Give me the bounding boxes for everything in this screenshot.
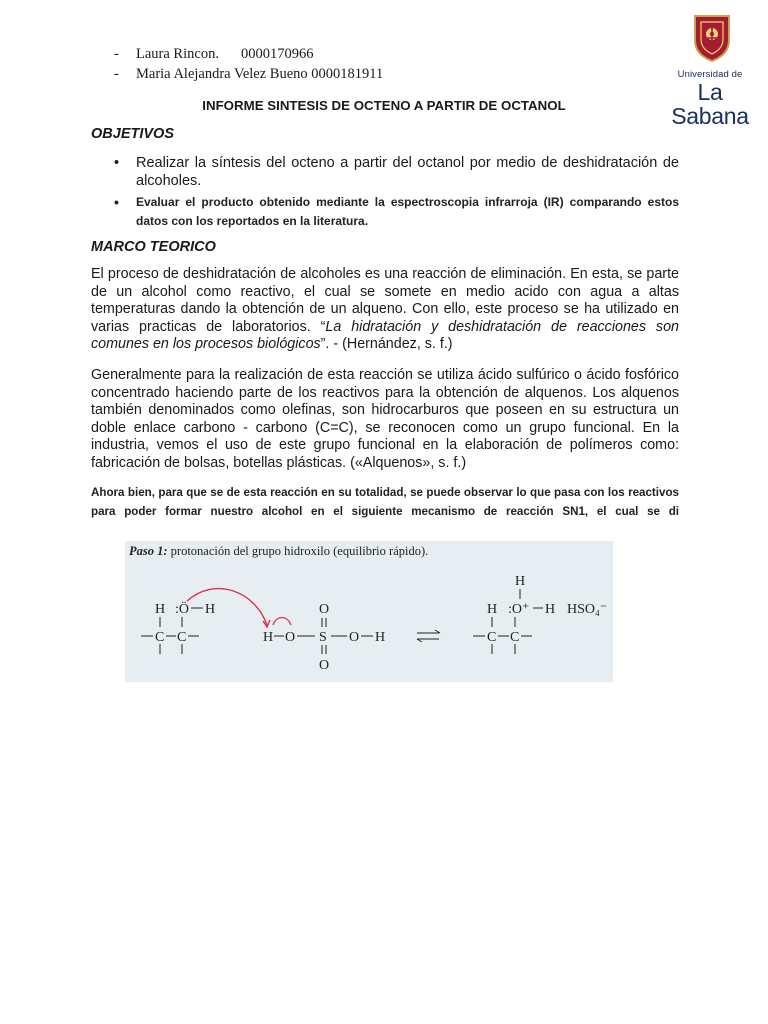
protonated-alcohol-structure bbox=[473, 574, 555, 654]
citation-text: ”. - (Hernández, s. f.) bbox=[320, 336, 453, 353]
bullet-icon: • bbox=[114, 194, 119, 210]
paragraph bbox=[91, 266, 679, 354]
atom-label: H bbox=[487, 602, 498, 617]
quote-text: La hidratación y deshidratación de reacciones son comunes en los procesos biológicos bbox=[91, 318, 679, 353]
list-dash: - bbox=[114, 46, 119, 62]
alcohol-structure bbox=[141, 600, 215, 654]
document-title: INFORME SINTESIS DE OCTENO A PARTIR DE OCTANOL bbox=[202, 98, 566, 113]
author-id: 0000170966 bbox=[240, 46, 314, 62]
atom-label: C bbox=[487, 630, 497, 645]
sulfuric-acid-structure bbox=[263, 602, 385, 673]
objetivo-text: Evaluar el producto obtenido mediante la espectroscopia infrarroja (IR) comparando estos datos con los reportados en la literatura. bbox=[136, 195, 679, 228]
atom-label: C bbox=[510, 630, 520, 645]
section-heading-objetivos: OBJETIVOS bbox=[91, 126, 174, 142]
section-heading-marco-teorico: MARCO TEORICO bbox=[91, 239, 216, 255]
bisulfate-label: HSO₄⁻ bbox=[567, 602, 608, 617]
atom-label: :O⁺ bbox=[508, 602, 530, 617]
atom-label: H bbox=[545, 602, 556, 617]
author-name: Maria Alejandra Velez Bueno bbox=[136, 66, 308, 82]
paragraph: Generalmente para la realización de esta reacción se utiliza ácido sulfúrico o ácido fosfórico concentrado haciendo parte de los reactivos para la obtención de alquenos. Los alquenos también denominados como olefinas, son hidrocarburos que poseen en su estructura un doble enlace carbono - carbono (C=C), se reconocen como un grupo funcional. En la industria, vemos el uso de este grupo funcional en la elaboración de polímeros como: fabricación de bolsas, botellas plásticas. («Alquenos», s. f.) bbox=[91, 367, 679, 471]
atom-label: S bbox=[319, 630, 327, 645]
atom-label: O bbox=[349, 630, 360, 645]
paragraph-line: para poder formar nuestro alcohol en el siguiente mecanismo de reacción SN1, el cual se di bbox=[91, 505, 679, 518]
atom-label: C bbox=[155, 630, 165, 645]
author-id: 0000181911 bbox=[311, 66, 384, 82]
author-name: Laura Rincon. bbox=[136, 46, 219, 62]
curved-arrow-icon bbox=[187, 589, 267, 625]
paragraph bbox=[91, 483, 679, 521]
atom-label: H bbox=[155, 602, 166, 617]
atom-label: :Ö bbox=[175, 602, 189, 617]
atom-label: O bbox=[319, 658, 330, 673]
mechanism-figure bbox=[125, 541, 613, 682]
caption-text: protonación del grupo hidroxilo (equilibrio rápido). bbox=[170, 544, 429, 558]
list-item bbox=[114, 154, 679, 190]
atom-label: O bbox=[319, 602, 330, 617]
atom-label: H bbox=[375, 630, 386, 645]
atom-label: H bbox=[515, 574, 526, 589]
caption-label: Paso 1: bbox=[129, 544, 168, 558]
atom-label: H bbox=[205, 602, 216, 617]
objetivo-text: Realizar la síntesis del octeno a partir del octanol por medio de deshidratación de alcoholes. bbox=[136, 155, 679, 189]
list-dash: - bbox=[114, 66, 119, 82]
atom-label: H bbox=[263, 630, 274, 645]
bullet-icon: • bbox=[114, 155, 120, 171]
atom-label: O bbox=[285, 630, 296, 645]
logo-name: La Sabana bbox=[671, 79, 749, 129]
mechanism-diagram bbox=[125, 541, 613, 682]
paragraph-line: Ahora bien, para que se de esta reacción en su totalidad, se puede observar lo que pasa con los reactivos bbox=[91, 486, 679, 499]
crest-icon bbox=[692, 14, 732, 62]
objetivos-list bbox=[114, 154, 679, 231]
author-row bbox=[114, 44, 383, 64]
logo-university-label: Universidad de bbox=[677, 69, 743, 80]
author-list bbox=[114, 44, 383, 84]
author-row bbox=[114, 64, 383, 84]
paragraph-text: El proceso de deshidratación de alcoholes es una reacción de eliminación. En esta, se parte de un alcohol como reactivo, el cual se somete en medio acido con agua a altas temperaturas dando la obtención de un alqueno. Con ello, este proceso se ha utilizado en varias practicas de laboratorios. “ bbox=[91, 266, 679, 335]
atom-label: C bbox=[177, 630, 187, 645]
equilibrium-arrow-icon bbox=[417, 630, 440, 642]
list-item bbox=[114, 193, 679, 231]
